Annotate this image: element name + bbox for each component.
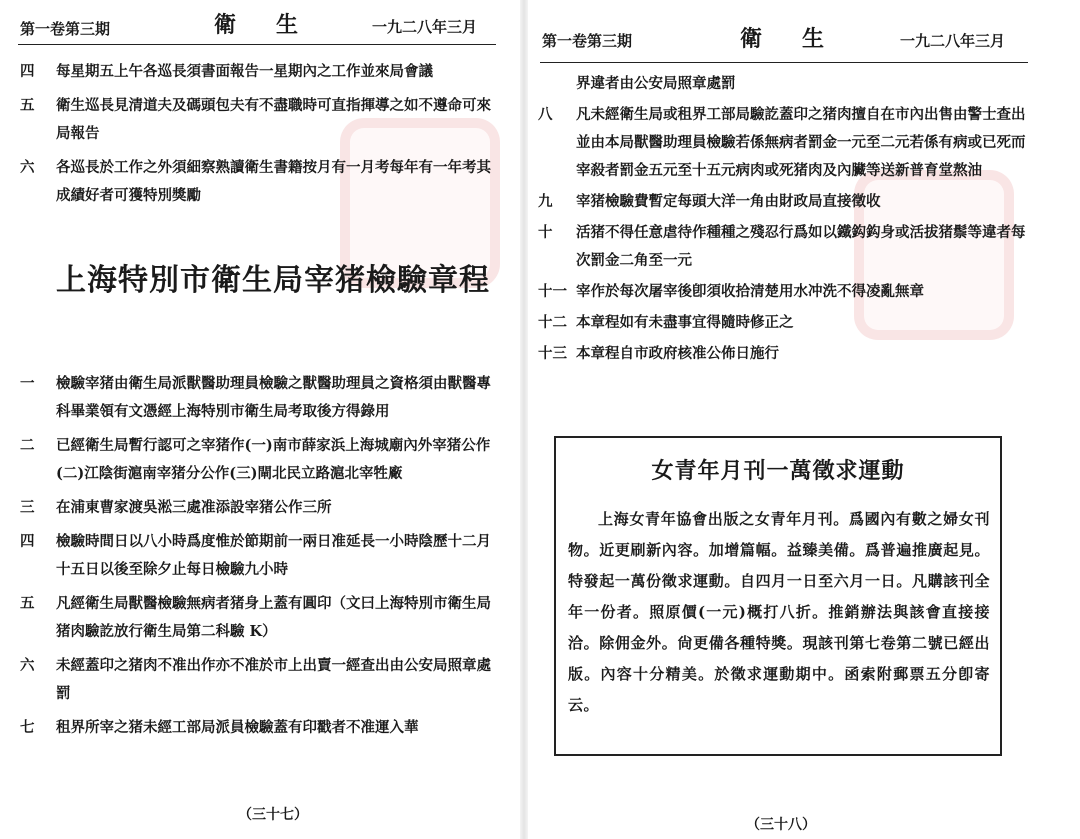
continuation-text: 界違者由公安局照章處罰 [576,75,736,92]
item-number: 五 [20,595,35,612]
list-item [538,219,1036,275]
header-title: 衛生 [740,26,865,52]
list-item [538,278,1036,306]
item-text: 檢驗時間日以八小時爲度惟於節期前一兩日准延長一小時陰歷十二月十五日以後至除夕止每日檢驗九小時 [56,533,491,578]
item-text: 本章程如有未盡事宜得隨時修正之 [576,314,794,331]
advertisement-title: 女青年月刊一萬徵求運動 [651,458,905,484]
item-text: 凡經衛生局獸醫檢驗無病者猪身上蓋有圓印（文曰上海特別市衛生局猪肉驗訖放行衛生局第二科驗 K） [56,595,491,640]
item-text: 每星期五上午各巡長須書面報告一星期內之工作並來局會議 [56,63,433,80]
item-text: 已經衛生局暫行認可之宰猪作(一)南市薛家浜上海城廟內外宰猪公作(二)江陰街滬南宰猪分公作(三)閘北民立路滬北宰牲廠 [56,437,491,482]
page-number: （三十八） [746,817,816,833]
item-text: 宰猪檢驗費暫定每頭大洋一角由財政局直接徵收 [576,193,881,210]
item-text: 各巡長於工作之外須細察熟讀衛生書籍按月有一月考每年有一年考其成績好者可獲特別獎勵 [56,159,491,204]
list-item [538,188,1036,216]
header-rule [18,44,496,45]
item-number: 四 [20,63,35,80]
header-title: 衛生 [214,12,339,38]
list-item [20,714,498,742]
section-title: 上海特別市衛生局宰猪檢驗章程 [56,263,490,298]
item-number: 五 [20,97,35,114]
list-item [20,92,498,148]
list-item [538,70,1036,98]
book-spine [520,0,528,839]
item-text: 租界所宰之猪未經工部局派員檢驗蓋有印戳者不准運入華 [56,719,419,736]
item-text: 凡未經衛生局或租界工部局驗訖蓋印之猪肉擅自在市內出售由警士查出並由本局獸醫助理員檢驗若係無病者罰金一元至二元若係有病或已死而宰殺者罰金五元至十五元病肉或死猪肉及內臟等送新普育堂熬油 [576,106,1026,179]
item-text: 活猪不得任意虐待作種種之殘忍行爲如以鐵鈎鈎身或活拔猪鬃等違者每次罰金二角至一元 [576,224,1026,269]
list-item [20,154,498,210]
left-page [0,0,520,839]
item-text: 未經蓋印之猪肉不准出作亦不准於市上出賣一經查出由公安局照章處罰 [56,657,491,702]
item-number: 九 [538,193,553,210]
item-number: 十 [538,224,553,241]
item-number: 八 [538,106,553,123]
header-date: 一九二八年三月 [900,32,1006,50]
list-item [538,101,1036,185]
right-page [528,0,1080,839]
page-number: （三十七） [238,807,308,823]
list-item [538,309,1036,337]
item-number: 七 [20,719,35,736]
header-date: 一九二八年三月 [372,18,478,36]
regulations-list-continued [538,70,1036,371]
list-item [20,528,498,584]
item-number: 十三 [538,345,567,362]
list-item [538,340,1036,368]
list-item [20,370,498,426]
item-text: 衛生巡長見清道夫及碼頭包夫有不盡職時可直指揮導之如不遵命可來局報告 [56,97,491,142]
item-number: 二 [20,437,35,454]
item-text: 在浦東曹家渡吳淞三處准添設宰猪公作三所 [56,499,332,516]
item-number: 十二 [538,314,567,331]
header-rule [540,62,1028,63]
list-item [20,590,498,646]
list-item [20,432,498,488]
item-number: 十一 [538,283,567,300]
item-number: 四 [20,533,35,550]
header-issue: 第一卷第三期 [20,20,111,38]
item-text: 宰作於每次屠宰後卽須收拾清楚用水冲洗不得凌亂無章 [576,283,924,300]
page-header [528,0,1080,52]
item-text: 本章程自市政府核准公佈日施行 [576,345,779,362]
item-number: 一 [20,375,35,392]
header-issue: 第一卷第三期 [542,32,633,50]
advertisement-body: 上海女青年協會出版之女青年月刊。爲國內有數之婦女刊物。近更刷新內容。加增篇幅。益臻美備。爲普遍推廣起見。特發起一萬份徵求運動。自四月一日至六月一日。凡購該刊全年一份者。照原價(一元)概打八折。推銷辦法與該會直接接洽。除佣金外。尙更備各種特獎。現該刊第七卷第二號已經出版。內容十分精美。於徵求運動期中。函索附郵票五分卽寄云。 [568,510,990,714]
list-item [20,494,498,522]
item-text: 檢驗宰猪由衛生局派獸醫助理員檢驗之獸醫助理員之資格須由獸醫專科畢業領有文憑經上海特別市衛生局考取後方得錄用 [56,375,491,420]
item-number: 六 [20,159,35,176]
item-number: 三 [20,499,35,516]
inspector-duties-list [20,58,498,216]
regulations-list [20,370,498,748]
page-header [0,0,520,40]
list-item [20,652,498,708]
advertisement-box [554,436,1002,756]
list-item [20,58,498,86]
item-number: 六 [20,657,35,674]
